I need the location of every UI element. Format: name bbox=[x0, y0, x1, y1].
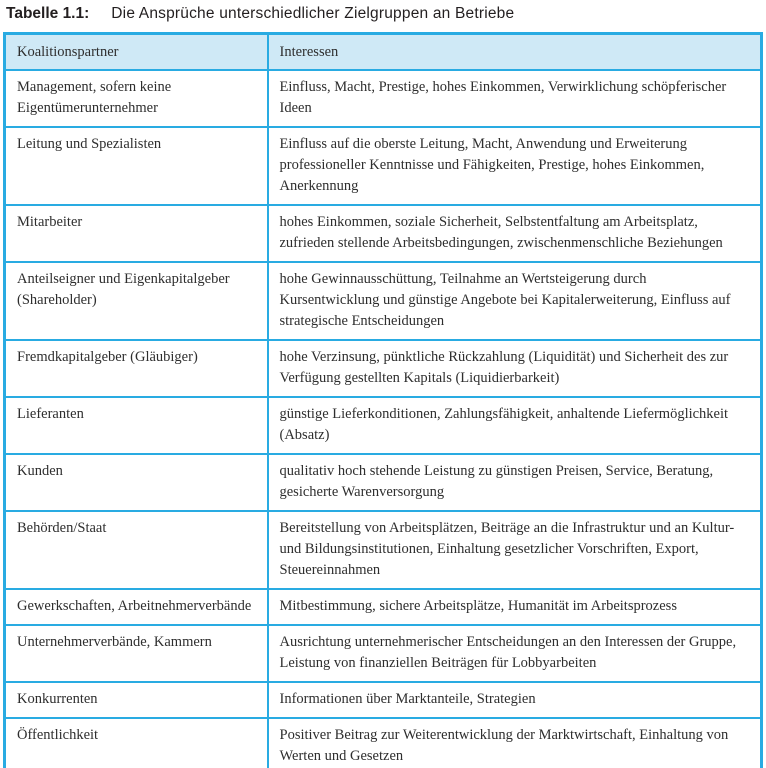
partner-cell: Kunden bbox=[5, 454, 268, 511]
partner-cell: Konkurrenten bbox=[5, 682, 268, 718]
interests-cell: günstige Lieferkonditionen, Zahlungsfähigkeit, anhaltende Liefermöglichkeit (Absatz) bbox=[268, 397, 762, 454]
table-caption bbox=[2, 2, 764, 23]
partner-cell: Fremdkapitalgeber (Gläubiger) bbox=[5, 340, 268, 397]
partner-cell: Leitung und Spezialisten bbox=[5, 127, 268, 205]
partner-cell: Öffentlichkeit bbox=[5, 718, 268, 768]
table-row bbox=[5, 397, 762, 454]
table-row bbox=[5, 340, 762, 397]
interests-cell: Mitbestimmung, sichere Arbeitsplätze, Humanität im Arbeitsprozess bbox=[268, 589, 762, 625]
partner-cell: Anteilseigner und Eigenkapitalgeber (Shareholder) bbox=[5, 262, 268, 340]
partner-cell: Behörden/Staat bbox=[5, 511, 268, 589]
table-row bbox=[5, 454, 762, 511]
partner-cell: Lieferanten bbox=[5, 397, 268, 454]
partner-cell: Gewerkschaften, Arbeitnehmerverbände bbox=[5, 589, 268, 625]
table-row bbox=[5, 262, 762, 340]
column-header-koalitionspartner: Koalitionspartner bbox=[5, 34, 268, 71]
table-row bbox=[5, 718, 762, 768]
stakeholder-table bbox=[3, 32, 763, 768]
interests-cell: Informationen über Marktanteile, Strategien bbox=[268, 682, 762, 718]
table-row bbox=[5, 205, 762, 262]
column-header-interessen: Interessen bbox=[268, 34, 762, 71]
table-row bbox=[5, 682, 762, 718]
page-title: Die Ansprüche unterschiedlicher Zielgruppen an Betriebe bbox=[111, 5, 515, 22]
interests-cell: Ausrichtung unternehmerischer Entscheidungen an den Interessen der Gruppe, Leistung von finanziellen Beiträgen für Lobbyarbeiten bbox=[268, 625, 762, 682]
partner-cell: Unternehmerverbände, Kammern bbox=[5, 625, 268, 682]
interests-cell: Einfluss auf die oberste Leitung, Macht, Anwendung und Erweiterung professioneller Kenntnisse und Fähigkeiten, Prestige, hohes Einkommen, Anerkennung bbox=[268, 127, 762, 205]
interests-cell: hohe Verzinsung, pünktliche Rückzahlung (Liquidität) und Sicherheit des zur Verfügung gestellten Kapitals (Liquidierbarkeit) bbox=[268, 340, 762, 397]
table-row bbox=[5, 127, 762, 205]
interests-cell: qualitativ hoch stehende Leistung zu günstigen Preisen, Service, Beratung, gesicherte Warenversorgung bbox=[268, 454, 762, 511]
interests-cell: Positiver Beitrag zur Weiterentwicklung der Marktwirtschaft, Einhaltung von Werten und Gesetzen bbox=[268, 718, 762, 768]
table-head bbox=[5, 34, 762, 71]
table-row bbox=[5, 511, 762, 589]
interests-cell: hohes Einkommen, soziale Sicherheit, Selbstentfaltung am Arbeitsplatz, zufrieden stellende Arbeitsbedingungen, zwischenmenschliche Beziehungen bbox=[268, 205, 762, 262]
partner-cell: Mitarbeiter bbox=[5, 205, 268, 262]
header-row bbox=[5, 34, 762, 71]
table-label: Tabelle 1.1: bbox=[6, 5, 90, 22]
interests-cell: Bereitstellung von Arbeitsplätzen, Beiträge an die Infrastruktur und an Kultur- und Bildungsinstitutionen, Einhaltung gesetzlicher Vorschriften, Export, Steuereinnahmen bbox=[268, 511, 762, 589]
table-row bbox=[5, 589, 762, 625]
partner-cell: Management, sofern keine Eigentümerunternehmer bbox=[5, 70, 268, 127]
interests-cell: hohe Gewinnausschüttung, Teilnahme an Wertsteigerung durch Kursentwicklung und günstige Angebote bei Kapitalerweiterung, Einfluss auf strategische Entscheidungen bbox=[268, 262, 762, 340]
table-row bbox=[5, 70, 762, 127]
interests-cell: Einfluss, Macht, Prestige, hohes Einkommen, Verwirklichung schöpferischer Ideen bbox=[268, 70, 762, 127]
table-row bbox=[5, 625, 762, 682]
table-body bbox=[5, 70, 762, 768]
